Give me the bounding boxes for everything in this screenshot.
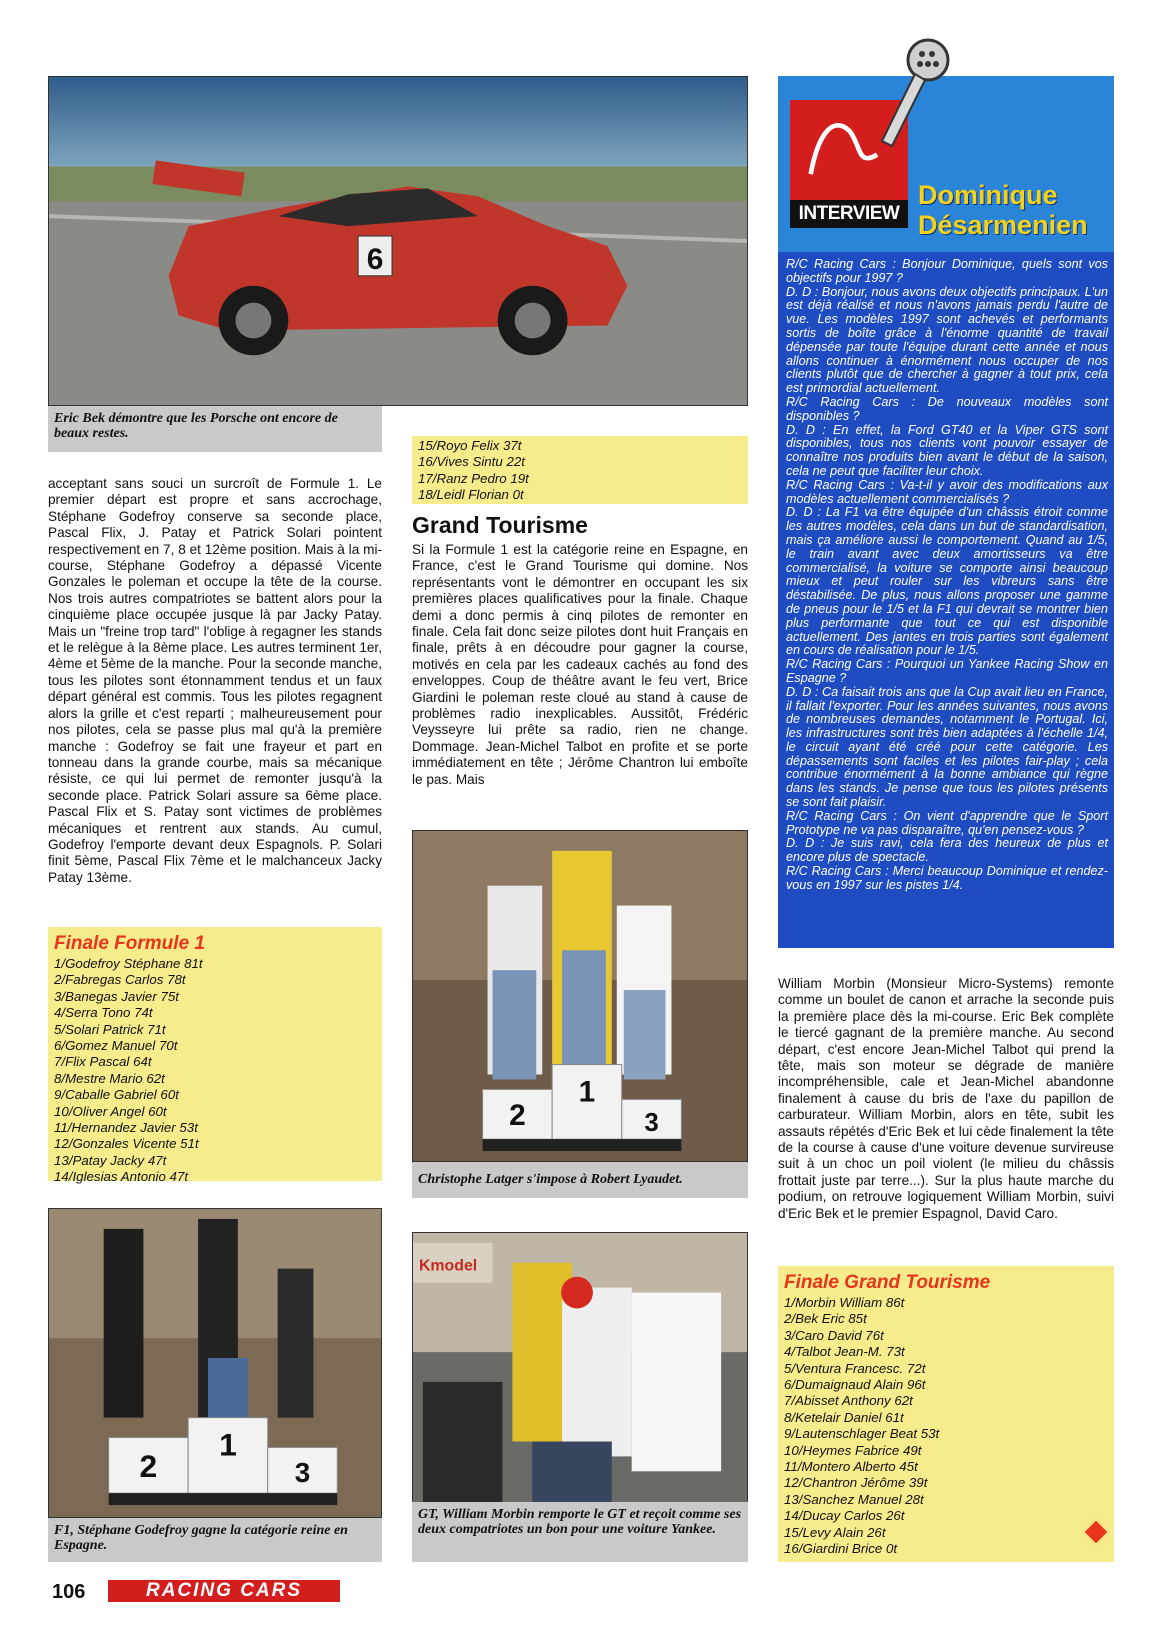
page-number: 106 <box>52 1581 86 1603</box>
result-row: 7/Flix Pascal 64t <box>54 1054 152 1070</box>
podium-gt-photo <box>412 830 748 1162</box>
finale-gt-title: Finale Grand Tourisme <box>784 1272 991 1293</box>
result-row: 6/Gomez Manuel 70t <box>54 1038 178 1054</box>
grand-tourisme-text: Si la Formule 1 est la catégorie reine en Espagne, en France, c'est le Grand Tourisme qui domine. Nos représentants vont le démontrer en occupant les six premières places qualificatives pour la finale. Chaque demi a donc permis à cinq pilotes de remonter en finale. Cela fait donc seize pilotes dont huit Français en finale, prêts à en découdre pour gagner la course, motivés en cela par les cadeaux cachés au fond des enveloppes. Coup de théâtre avant le feu vert, Brice Giardini le poleman reste cloué au stand à cause de problèmes radio inexplicables. Aussitôt, Frédéric Veysseyre lui prête sa radio, rien ne change. Dommage. Jean-Michel Talbot en profite et se porte immédiatement en tête ; Jérôme Chantron lui emboîte le pas. Mais <box>412 542 748 787</box>
interview-answer: D. D : Bonjour, nous avons deux objectifs principaux. L'un est déjà réalisé et nous n'avons jamais perdu l'autre de vue. Les modèles 1997 sont achevés et performants sortis de boîte grâce à l'énorme quantité de travail dépensée par toute l'équipe durant cette année et nous allons continuer à énormément nous occuper de nos clients plutôt que de chercher à gagner à tout prix, cela est primordial actuellement. <box>786 284 1108 396</box>
finale-f1-continued-list <box>412 436 748 504</box>
porsche-caption: Eric Bek démontre que les Porsche ont encore de beaux restes. <box>48 406 382 452</box>
interviewee-last-name: Désarmenien <box>918 210 1088 240</box>
interview-question: R/C Racing Cars : Merci beaucoup Dominique et rendez-vous en 1997 sur les pistes 1/4. <box>786 864 1108 892</box>
microphone-icon <box>870 36 950 156</box>
result-row: 14/Iglesias Antonio 47t <box>54 1169 189 1185</box>
interview-answer: D. D : La F1 va être équipée d'un châssis étroit comme les autres modèles, cela dans un but de standardisation, mais ça améliore aussi le comportement. Quand au 1/5, le train avant avec deux amortisseurs va être commercialisé, la voiture se comporte ainsi beaucoup mieux et peut rouler sur les vibreurs sans être déstabilisée. De plus, nous allons proposer une gamme de pneus pour le 1/5 et la F1 qui devrait se montrer bien plus performante que tout ce qui est disponible actuellement. Des jantes en trois parties sont également en cours de réalisation pour le 1/5. <box>786 505 1108 658</box>
result-row: 1/Godefroy Stéphane 81t <box>54 956 203 971</box>
finale-f1-title: Finale Formule 1 <box>54 933 205 954</box>
podium-gt-caption: Christophe Latger s'impose à Robert Lyaudet. <box>412 1162 748 1198</box>
result-row: 9/Caballe Gabriel 60t <box>54 1087 179 1103</box>
result-row: 11/Hernandez Javier 53t <box>54 1120 198 1136</box>
result-row: 2/Fabregas Carlos 78t <box>54 972 186 988</box>
result-row: 9/Lautenschlager Beat 53t <box>784 1426 940 1442</box>
result-row: 13/Sanchez Manuel 28t <box>784 1491 924 1507</box>
left-column-text: acceptant sans souci un surcroît de Formule 1. Le premier départ est propre et sans accrochage, Stéphane Godefroy conserve sa seconde place, Pascal Flix, J. Patay et Patrick Solari pointent respectivement en 7, 8 et 12ème position. Mais à la mi-course, Stéphane Godefroy a dépassé Vicente Gonzales le poleman et occupe la tête de la course. Nos trois autres compatriotes se battent alors pour la cinquième place occupée jusque là par Jacky Patay. Mais un "freine trop tard" l'oblige à regagner les stands et le relègue à la 8ème place. Les autres terminent 1er, 4ème et 5ème de la manche. Pour la seconde manche, tous les pilotes sont étonnamment tendus et un faux départ général est commis. Tous les pilotes regagnent alors la grille et c'est reparti ; malheureusement pour nos pilotes, cela se passe plus mal qu'à la première manche : Godefroy se fait une frayeur et part en tonneau dans la grande courbe, mais sa mécanique résiste, ce qui lui permet de remonter jusqu'à la seconde place. Patrick Solari assure sa 6ème place. Pascal Flix et S. Patay sont victimes de problèmes mécaniques et rentrent aux stands. Au cumul, Godefroy l'emporte devant deux Espagnols. P. Solari finit 5ème, Pascal Flix 7ème et le malchanceux Jacky Patay 13ème. <box>48 476 383 885</box>
interview-qa <box>786 258 1108 893</box>
result-row: 4/Talbot Jean-M. 73t <box>784 1344 905 1360</box>
gt-prize-caption: GT, William Morbin remporte le GT et reçoit comme ses deux compatriotes un bon pour une voiture Yankee. <box>412 1502 748 1562</box>
result-row: 1/Morbin William 86t <box>784 1295 905 1310</box>
result-row: 7/Abisset Anthony 62t <box>784 1393 913 1409</box>
result-row: 14/Ducay Carlos 26t <box>784 1508 905 1524</box>
result-row: 17/Ranz Pedro 19t <box>418 470 529 486</box>
interview-answer: D. D : Je suis ravi, cela fera des heureux de plus et encore plus de spectacle. <box>786 836 1108 865</box>
interview-answer: D. D : Ca faisait trois ans que la Cup avait lieu en France, il fallait l'exporter. Pour les années suivantes, nous avons de nombreuses demandes, notamment le Portugal. Ici, les infrastructures sont très bien adaptées à l'échelle 1/4, le circuit ayant été créé pour cette catégorie. Les dépassements sont faciles et les pilotes fair-play ; cela contribue énormément à la bonne ambiance qui règne dans les stands. Je pense que tous les pilotes présents se sont fait plaisir. <box>786 684 1108 810</box>
result-row: 15/Levy Alain 26t <box>784 1524 886 1540</box>
podium-f1-caption: F1, Stéphane Godefroy gagne la catégorie reine en Espagne. <box>48 1518 382 1562</box>
interview-label: INTERVIEW <box>790 200 908 228</box>
result-row: 13/Patay Jacky 47t <box>54 1152 167 1168</box>
result-row: 16/Vives Sintu 22t <box>418 454 525 470</box>
result-row: 10/Heymes Fabrice 49t <box>784 1442 922 1458</box>
result-row: 4/Serra Tono 74t <box>54 1005 153 1021</box>
podium-pos-1: 1 <box>578 1075 596 1109</box>
interview-question: R/C Racing Cars : Pourquoi un Yankee Racing Show en Espagne ? <box>786 657 1108 685</box>
right-column-text: William Morbin (Monsieur Micro-Systems) remonte comme un boulet de canon et arrache la seconde puis la première place dès la mi-course. Eric Bek complète le tiercé gagnant de la première manche. Au second départ, c'est encore Jean-Michel Talbot qui prend la tête, mais son moteur se dégrade de manière incompréhensible, cale et Jean-Michel abandonne finalement à cause du bris de l'axe du papillon de carburateur. William Morbin, alors en tête, subit les assauts répétés d'Eric Bek et lui cède finalement la tête de la course à cause d'une voiture devenue survireuse suit à un choc un poil violent (le milieu du châssis frottait juste par terre...). Sur la plus haute marche du podium, on retrouve logiquement William Morbin, suivi d'Eric Bek et le premier Espagnol, David Caro. <box>778 976 1114 1221</box>
result-row: 6/Dumaignaud Alain 96t <box>784 1377 926 1393</box>
interview-box <box>778 76 1114 948</box>
podium-pos-1: 1 <box>219 1426 237 1463</box>
result-row: 15/Royo Felix 37t <box>418 438 522 453</box>
result-row: 5/Solari Patrick 71t <box>54 1021 166 1037</box>
porsche-photo <box>48 76 748 406</box>
result-row: 12/Gonzales Vicente 51t <box>54 1136 199 1152</box>
result-row: 2/Bek Eric 85t <box>784 1311 867 1327</box>
result-row: 11/Montero Alberto 45t <box>784 1459 918 1475</box>
result-row: 10/Oliver Angel 60t <box>54 1103 167 1119</box>
interviewee-first-name: Dominique <box>918 180 1058 210</box>
result-row: 5/Ventura Francesc. 72t <box>784 1360 926 1376</box>
result-row: 12/Chantron Jérôme 39t <box>784 1475 928 1491</box>
interview-question: R/C Racing Cars : On vient d'apprendre que le Sport Prototype ne va pas disparaître, qu'en pensez-vous ? <box>786 808 1108 837</box>
car-number: 6 <box>366 242 384 276</box>
interviewee-name <box>918 180 1114 240</box>
grand-tourisme-heading: Grand Tourisme <box>412 512 588 538</box>
result-row: 16/Giardini Brice 0t <box>784 1541 898 1557</box>
interview-question: R/C Racing Cars : Bonjour Dominique, quels sont vos objectifs pour 1997 ? <box>786 257 1108 285</box>
result-row: 8/Mestre Mario 62t <box>54 1070 165 1086</box>
podium-pos-2: 2 <box>509 1099 526 1133</box>
kmodel-sign: Kmodel <box>418 1257 478 1275</box>
podium-pos-3: 3 <box>644 1109 659 1138</box>
podium-f1-photo <box>48 1208 382 1518</box>
result-row: 8/Ketelair Daniel 61t <box>784 1409 904 1425</box>
interview-question: R/C Racing Cars : De nouveaux modèles sont disponibles ? <box>786 394 1108 423</box>
interview-answer: D. D : En effet, la Ford GT40 et la Viper GTS sont disponibles, tous nos clients vont pouvoir essayer de connaître nos produits bien avant le début de la saison, cela ne peut que faciliter leur choix. <box>786 422 1108 478</box>
result-row: 3/Banegas Javier 75t <box>54 988 179 1004</box>
result-row: 3/Caro David 76t <box>784 1327 884 1343</box>
finale-f1-list <box>48 927 382 1185</box>
podium-pos-2: 2 <box>139 1448 158 1485</box>
gt-prize-photo <box>412 1232 748 1514</box>
magazine-logo: RACING CARS <box>108 1580 340 1602</box>
finale-gt-list <box>778 1266 1114 1562</box>
interview-question: R/C Racing Cars : Va-t-il y avoir des modifications aux modèles actuellement commercialisés ? <box>786 477 1108 506</box>
podium-pos-3: 3 <box>294 1457 311 1489</box>
result-row: 18/Leidl Florian 0t <box>418 487 524 503</box>
